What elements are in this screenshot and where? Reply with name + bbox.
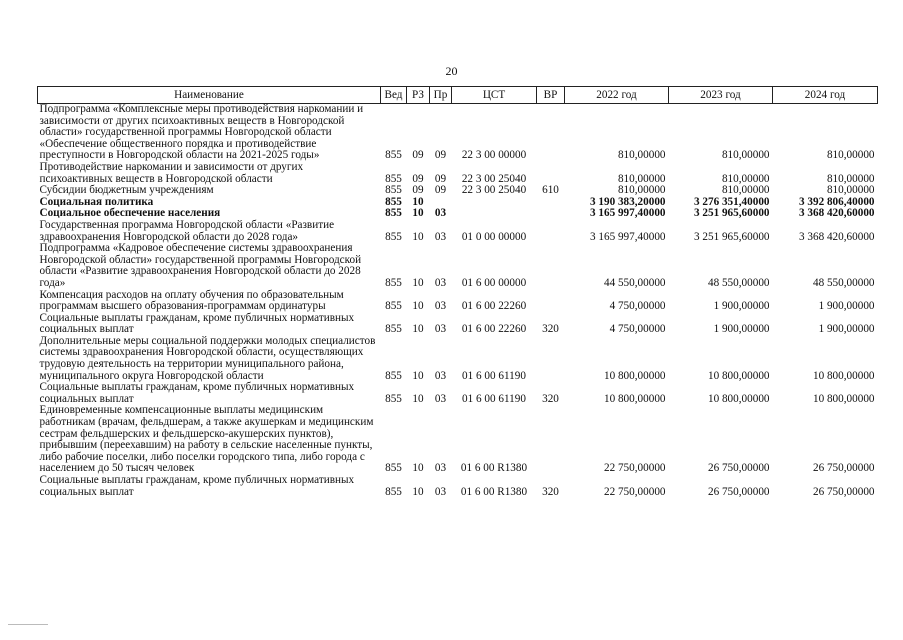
cell-name: Подпрограмма «Комплексные меры противодействия наркомании и зависимости от других психоактивных веществ в Новгородской области» государственной программы Новгородской области «Обеспечение общественного порядка и противодействие преступности в Новгородской области на 2021-2025 годы» bbox=[39, 103, 364, 162]
cell-y2024: 26 750,00000 bbox=[812, 462, 875, 475]
cell-y2023: 3 251 965,60000 bbox=[693, 207, 770, 220]
cell-ved: 855 bbox=[385, 172, 402, 185]
cell-rz: 10 bbox=[412, 392, 424, 405]
cell-rz: 09 bbox=[412, 149, 424, 162]
header-name: Наименование bbox=[38, 87, 381, 104]
cell-pr: 09 bbox=[434, 172, 447, 185]
cell-name: Подпрограмма «Кадровое обеспечение системы здравоохранения Новгородской области» государственной программы Новгородской области «Развитие здравоохранения Новгородской области до 2028 года» bbox=[39, 242, 362, 289]
table-row bbox=[38, 243, 878, 289]
cell-vr: 320 bbox=[542, 323, 559, 336]
table-row bbox=[38, 313, 878, 336]
cell-vr bbox=[537, 220, 565, 243]
cell-name: Компенсация расходов на оплату обучения по образовательным программам высшего образования-программам ординатуры bbox=[39, 288, 344, 313]
cell-y2023: 26 750,00000 bbox=[707, 462, 770, 475]
cell-y2024: 3 368 420,60000 bbox=[798, 207, 875, 220]
cell-y2023: 48 550,00000 bbox=[707, 276, 770, 289]
cell-y2023: 810,00000 bbox=[721, 172, 770, 185]
table-row bbox=[38, 405, 878, 475]
table-row bbox=[38, 220, 878, 243]
cell-y2022: 810,00000 bbox=[617, 172, 666, 185]
cell-y2023: 3 276 351,40000 bbox=[693, 195, 770, 208]
cell-y2024: 1 900,00000 bbox=[818, 323, 875, 336]
cell-y2022: 810,00000 bbox=[617, 184, 666, 197]
cell-pr: 03 bbox=[434, 207, 447, 220]
cell-cst: 01 6 00 22260 bbox=[461, 300, 527, 313]
cell-rz: 10 bbox=[412, 195, 424, 208]
cell-cst: 01 6 00 22260 bbox=[461, 323, 527, 336]
cell-vr bbox=[537, 290, 565, 313]
cell-name: Социальная политика bbox=[39, 195, 154, 208]
cell-rz: 09 bbox=[412, 184, 424, 197]
cell-y2022: 22 750,00000 bbox=[603, 485, 666, 498]
cell-y2024: 1 900,00000 bbox=[818, 300, 875, 313]
cell-y2022: 810,00000 bbox=[617, 149, 666, 162]
cell-y2022: 10 800,00000 bbox=[603, 392, 666, 405]
cell-y2022: 4 750,00000 bbox=[609, 323, 666, 336]
cell-pr: 03 bbox=[434, 323, 447, 336]
cell-rz: 10 bbox=[412, 300, 424, 313]
table-row bbox=[38, 336, 878, 382]
cell-cst: 01 6 00 61190 bbox=[462, 369, 526, 382]
page-number: 20 bbox=[445, 64, 458, 78]
header-2022: 2022 год bbox=[565, 87, 669, 104]
cell-ved: 855 bbox=[385, 230, 402, 243]
cell-ved: 855 bbox=[385, 195, 402, 208]
cell-y2022: 4 750,00000 bbox=[609, 300, 666, 313]
table-header bbox=[38, 87, 878, 104]
cell-ved: 855 bbox=[385, 149, 402, 162]
cell-y2023: 810,00000 bbox=[721, 184, 770, 197]
cell-ved: 855 bbox=[385, 369, 402, 382]
cell-y2024: 810,00000 bbox=[826, 184, 875, 197]
cell-vr: 320 bbox=[542, 485, 559, 498]
cell-y2022: 3 165 997,40000 bbox=[589, 230, 666, 243]
cell-y2022: 3 190 383,20000 bbox=[589, 195, 666, 208]
cell-ved: 855 bbox=[385, 184, 402, 197]
cell-name: Социальные выплаты гражданам, кроме публичных нормативных социальных выплат bbox=[39, 474, 355, 498]
cell-pr: 03 bbox=[434, 485, 447, 498]
cell-ved: 855 bbox=[385, 392, 402, 405]
cell-cst: 01 6 00 R1380 bbox=[460, 485, 528, 498]
cell-name: Государственная программа Новгородской области «Развитие здравоохранения Новгородской области до 2028 года» bbox=[39, 218, 335, 243]
cell-rz: 10 bbox=[412, 230, 424, 243]
cell-ved: 855 bbox=[385, 276, 402, 289]
header-cst: ЦСТ bbox=[452, 87, 537, 104]
cell-rz: 10 bbox=[412, 207, 424, 220]
cell-vr: 320 bbox=[542, 392, 559, 405]
cell-y2024: 3 392 806,40000 bbox=[798, 195, 875, 208]
cell-vr bbox=[537, 197, 565, 209]
cell-cst: 01 6 00 61190 bbox=[462, 392, 526, 405]
cell-rz: 10 bbox=[412, 323, 424, 336]
cell-rz: 09 bbox=[412, 172, 424, 185]
cell-y2022: 10 800,00000 bbox=[603, 369, 666, 382]
cell-y2023: 10 800,00000 bbox=[707, 392, 770, 405]
cell-pr: 03 bbox=[434, 276, 447, 289]
table-row bbox=[38, 104, 878, 162]
cell-rz: 10 bbox=[412, 462, 424, 475]
cell-pr: 09 bbox=[434, 184, 447, 197]
cell-y2024: 3 368 420,60000 bbox=[798, 230, 875, 243]
cell-y2023: 1 900,00000 bbox=[713, 323, 770, 336]
cell-cst: 01 6 00 R1380 bbox=[460, 462, 528, 475]
budget-table bbox=[37, 86, 878, 498]
header-vr: ВР bbox=[537, 87, 565, 104]
cell-y2022: 44 550,00000 bbox=[603, 276, 666, 289]
header-ved: Вед bbox=[381, 87, 407, 104]
cell-vr bbox=[537, 208, 565, 220]
cell-y2023: 10 800,00000 bbox=[707, 369, 770, 382]
cell-ved: 855 bbox=[385, 323, 402, 336]
cell-rz: 10 bbox=[412, 485, 424, 498]
cell-y2024: 810,00000 bbox=[826, 172, 875, 185]
cell-vr bbox=[537, 162, 565, 185]
cell-pr: 03 bbox=[434, 300, 447, 313]
cell-cst: 22 3 00 25040 bbox=[461, 172, 527, 185]
cell-cst: 01 6 00 00000 bbox=[461, 276, 527, 289]
cell-ved: 855 bbox=[385, 462, 402, 475]
cell-name: Субсидии бюджетным учреждениям bbox=[39, 184, 214, 197]
cell-y2023: 26 750,00000 bbox=[707, 485, 770, 498]
cell-vr bbox=[537, 104, 565, 162]
header-pr: Пр bbox=[430, 87, 452, 104]
cell-y2022: 22 750,00000 bbox=[603, 462, 666, 475]
table-body bbox=[38, 104, 878, 499]
cell-ved: 855 bbox=[385, 300, 402, 313]
table-row bbox=[38, 185, 878, 197]
cell-y2024: 10 800,00000 bbox=[812, 369, 875, 382]
cell-rz: 10 bbox=[412, 369, 424, 382]
cell-cst bbox=[452, 197, 537, 209]
cell-y2024: 26 750,00000 bbox=[812, 485, 875, 498]
cell-name: Социальное обеспечение населения bbox=[39, 207, 221, 220]
cell-rz: 10 bbox=[412, 276, 424, 289]
cell-y2024: 48 550,00000 bbox=[812, 276, 875, 289]
cell-name: Социальные выплаты гражданам, кроме публичных нормативных социальных выплат bbox=[39, 381, 355, 405]
cell-cst: 22 3 00 00000 bbox=[461, 149, 527, 162]
cell-name: Дополнительные меры социальной поддержки молодых специалистов системы здравоохранения Новгородской области, осуществляющих трудовую деятельность на территории муниципального района, муниципального округа Новгородской области bbox=[39, 334, 376, 382]
cell-cst bbox=[452, 208, 537, 220]
header-2023: 2023 год bbox=[669, 87, 773, 104]
cell-vr: 610 bbox=[542, 184, 559, 197]
cell-cst: 22 3 00 25040 bbox=[461, 184, 527, 197]
cell-ved: 855 bbox=[385, 207, 402, 220]
cell-y2023: 3 251 965,60000 bbox=[693, 230, 770, 243]
cell-pr: 03 bbox=[434, 369, 447, 382]
table-row bbox=[38, 475, 878, 498]
cell-vr bbox=[537, 243, 565, 289]
header-rz: РЗ bbox=[407, 87, 430, 104]
cell-name: Противодействие наркомании и зависимости от других психоактивных веществ в Новгородской области bbox=[39, 160, 304, 185]
bottom-divider bbox=[8, 624, 48, 625]
cell-y2022: 3 165 997,40000 bbox=[589, 207, 666, 220]
cell-name: Социальные выплаты гражданам, кроме публичных нормативных социальных выплат bbox=[39, 311, 355, 336]
cell-pr: 09 bbox=[434, 149, 447, 162]
cell-vr bbox=[537, 336, 565, 382]
cell-y2024: 10 800,00000 bbox=[812, 392, 875, 405]
table-row bbox=[38, 290, 878, 313]
cell-vr bbox=[537, 405, 565, 475]
cell-name: Единовременные компенсационные выплаты медицинским работникам (врачам, фельдшерам, а также акушеркам и медицинским сестрам фельдшерских и фельдшерско-акушерских пунктов), прибывшим (переехавшим) на работу в сельские населенные пункты, либо рабочие поселки, либо поселки городского типа, либо города с населением до 50 тысяч человек bbox=[39, 404, 374, 475]
cell-pr: 03 bbox=[434, 462, 447, 475]
cell-ved: 855 bbox=[385, 485, 402, 498]
header-row bbox=[38, 87, 878, 104]
cell-y2023: 810,00000 bbox=[721, 149, 770, 162]
cell-y2023: 1 900,00000 bbox=[713, 300, 770, 313]
header-2024: 2024 год bbox=[773, 87, 878, 104]
cell-y2024: 810,00000 bbox=[826, 149, 875, 162]
table-row bbox=[38, 382, 878, 405]
cell-cst: 01 0 00 00000 bbox=[461, 230, 527, 243]
cell-pr: 03 bbox=[434, 230, 447, 243]
table-row bbox=[38, 162, 878, 185]
cell-pr: 03 bbox=[434, 392, 447, 405]
